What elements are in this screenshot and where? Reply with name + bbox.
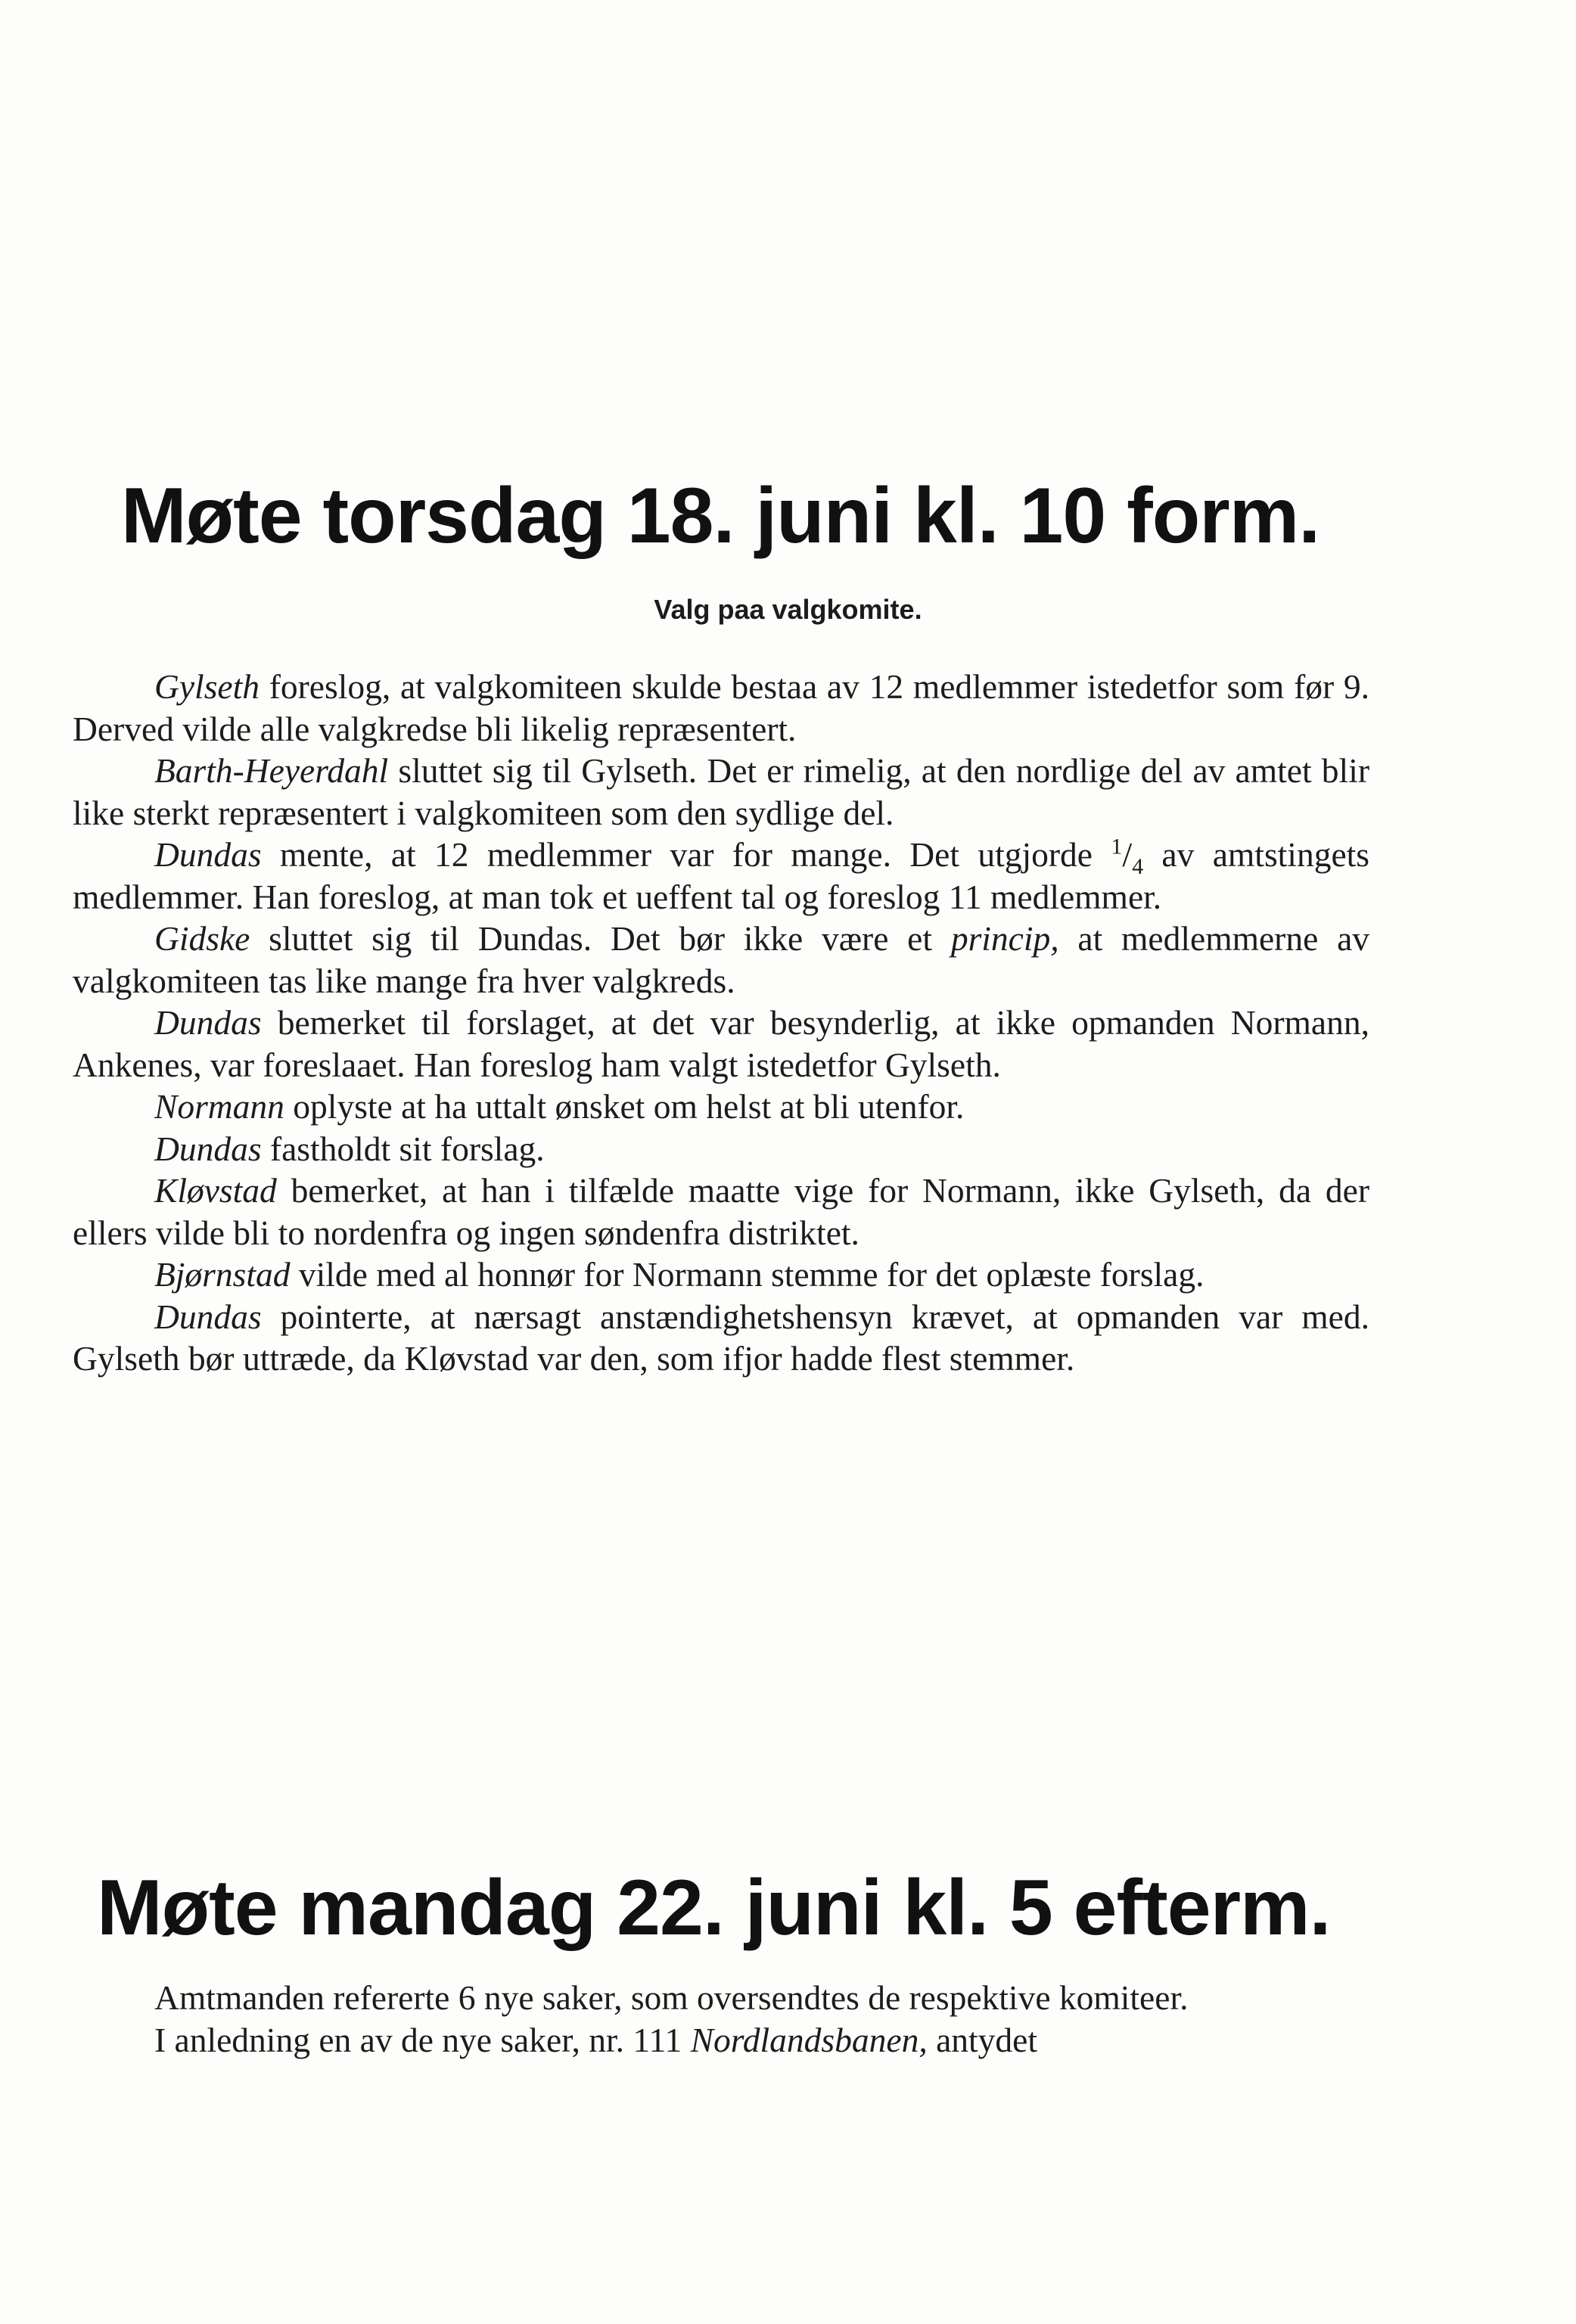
speaker-name: Gylseth (154, 667, 260, 706)
emphasis-text: Nordlandsbanen, (690, 2020, 928, 2059)
emphasis-text: princip, (950, 919, 1059, 958)
paragraph-text: av amtstingets medlemmer. Han foreslog, at man tok et ueffent tal og foreslog 11 medlemmer. (73, 835, 1369, 916)
paragraph (73, 1170, 1369, 1254)
speaker-name: Bjørnstad (154, 1255, 291, 1294)
meeting-1-minutes (73, 666, 1369, 1380)
fraction-denominator: 4 (1132, 854, 1144, 880)
paragraph-text: bemerket, at han i tilfælde maatte vige for Normann, ikke Gylseth, da der ellers vilde bli to nordenfra og ingen søndenfra distriktet. (73, 1171, 1369, 1252)
speaker-name: Dundas (154, 1297, 262, 1336)
paragraph (73, 834, 1369, 918)
paragraph-text: sluttet sig til Dundas. Det bør ikke være et (250, 919, 951, 958)
paragraph: Amtmanden refererte 6 nye saker, som oversendtes de respektive komiteer. (154, 1978, 1189, 2017)
paragraph-text: pointerte, at nærsagt anstændighetshensyn krævet, at opmanden var med. Gylseth bør uttræde, da Kløvstad var den, som ifjor hadde flest stemmer. (73, 1297, 1369, 1378)
speaker-name: Dundas (154, 1003, 262, 1042)
fraction-numerator: 1 (1111, 834, 1123, 859)
paragraph-text: vilde med al honnør for Normann stemme for det oplæste forslag. (290, 1255, 1205, 1294)
paragraph (73, 1086, 1369, 1128)
paragraph-text: fastholdt sit forslag. (261, 1129, 545, 1168)
paragraph (73, 1254, 1369, 1296)
paragraph (73, 1128, 1369, 1170)
speaker-name: Gidske (154, 919, 250, 958)
fraction: $^1/_4$ (1111, 834, 1144, 880)
meeting-1-heading: Møte torsdag 18. juni kl. 10 form. (121, 472, 1320, 560)
speaker-name: Normann (154, 1087, 284, 1126)
paragraph-text: antydet (927, 2020, 1038, 2059)
paragraph (73, 666, 1369, 750)
paragraph (73, 1296, 1369, 1380)
section-subheading: Valg paa valgkomite. (654, 594, 922, 625)
paragraph-text: bemerket til forslaget, at det var besynderlig, at ikke opmanden Normann, Ankenes, var foreslaaet. Han foreslog ham valgt istedetfor Gylseth. (73, 1003, 1369, 1084)
paragraph-text: at medlemmerne av valgkomiteen tas like mange fra hver valgkreds. (73, 919, 1370, 1000)
meeting-2-minutes (73, 1977, 1369, 2061)
paragraph-text: mente, at 12 medlemmer var for mange. Det utgjorde (261, 835, 1111, 874)
paragraph-text: sluttet sig til Gylseth. Det er rimelig, at den nordlige del av amtet blir like sterkt repræsentert i valgkomiteen som den sydlige del. (73, 751, 1369, 832)
paragraph (73, 1002, 1369, 1086)
paragraph-text: I anledning en av de nye saker, nr. 111 (154, 2020, 691, 2059)
speaker-name: Dundas (154, 835, 262, 874)
meeting-2-heading: Møte mandag 22. juni kl. 5 efterm. (97, 1864, 1331, 1952)
paragraph-text: oplyste at ha uttalt ønsket om helst at bli utenfor. (284, 1087, 965, 1126)
paragraph (73, 2019, 1369, 2061)
speaker-name: Kløvstad (154, 1171, 277, 1210)
paragraph (73, 750, 1369, 834)
speaker-name: Barth-Heyerdahl (154, 751, 389, 790)
speaker-name: Dundas (154, 1129, 262, 1168)
paragraph-text: foreslog, at valgkomiteen skulde bestaa av 12 medlemmer istedetfor som før 9. Derved vilde alle valgkredse bli likelig repræsentert. (73, 667, 1369, 748)
paragraph (73, 918, 1369, 1002)
